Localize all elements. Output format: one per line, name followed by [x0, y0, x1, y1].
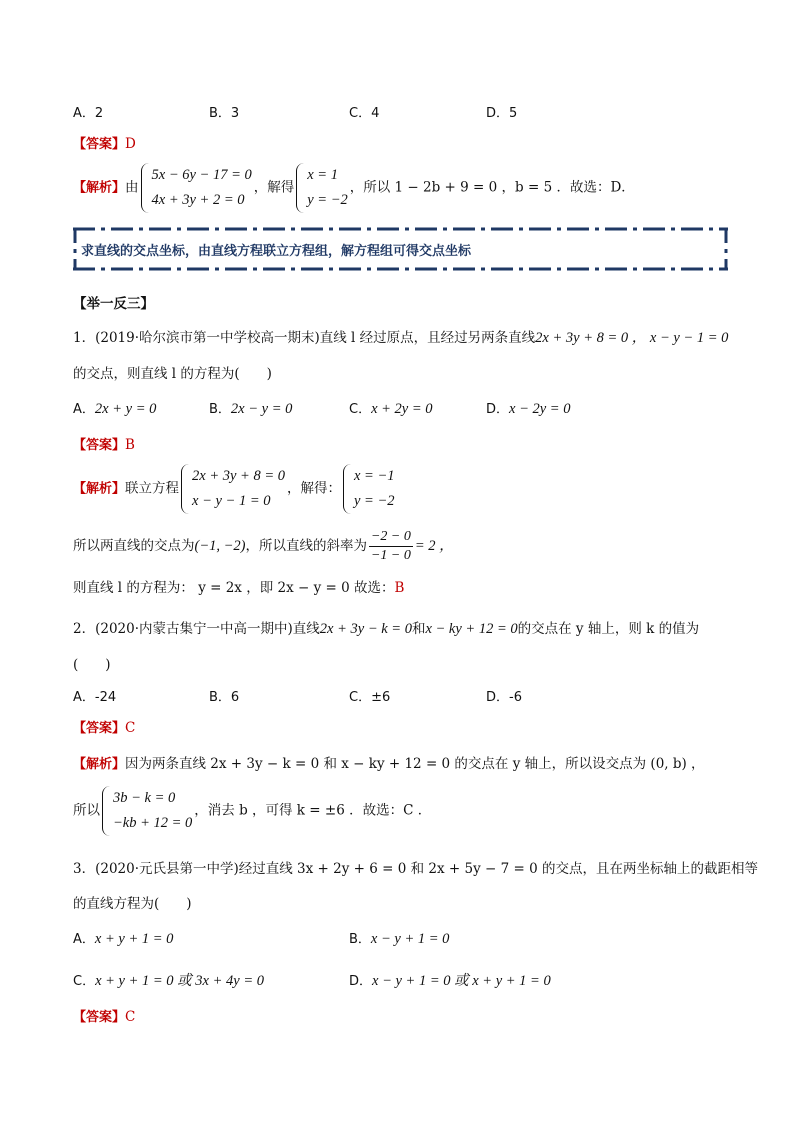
q1-option-d: [486, 398, 570, 418]
tip-text: 求直线的交点坐标，由直线方程联立方程组，解方程组可得交点坐标: [81, 244, 472, 259]
q1-options-0: A．: [73, 402, 95, 417]
q3-answer-line: [73, 1006, 135, 1025]
analysis-label: 【解析】: [73, 481, 126, 497]
q1-equation-system: [181, 464, 285, 514]
q3-optB: B．: [349, 932, 371, 947]
option-d: D．5: [486, 106, 518, 121]
answer-label: 【答案】: [73, 438, 126, 453]
q1-solution-system: [343, 464, 395, 514]
q2-option-c: C．±6: [349, 690, 391, 705]
q0-sys2-1: y = −2: [307, 192, 348, 208]
q1-frac-den: −1 − 0: [370, 548, 411, 563]
q0-equation-system: [141, 163, 252, 213]
q2-stem-line2: ( ): [73, 657, 111, 673]
q2-line1-math1: 2x + 3y − k = 0: [319, 621, 412, 637]
q0-analysis: [73, 163, 635, 213]
q2-sol-text: 因为两条直线 2x + 3y − k = 0 和 x − ky + 12 = 0 的交点在 y 轴上，所以设交点为 (0, b) ，: [125, 756, 705, 772]
q1-answer-value: B: [125, 437, 135, 453]
q2-answer-line: [73, 717, 135, 736]
q2-stem-line1: [73, 617, 699, 638]
q2-sol2-tail: ，消去 b ，可得 k = ±6 ．故选：C ．: [194, 802, 432, 819]
q2-analysis-line2: [73, 786, 431, 836]
q2-sol2-prefix: 所以: [73, 802, 100, 819]
q1-frac-num: −2 − 0: [369, 528, 413, 547]
analysis-label: 【解析】: [73, 757, 126, 772]
q1-option-math-1: 2x − y = 0: [230, 401, 293, 417]
q1-answer-line: [73, 434, 135, 453]
q1-option-c: [349, 398, 433, 418]
q1-sys1-1: x − y − 1 = 0: [192, 493, 271, 509]
q3-stem-line1: 3．(2020·元氏县第一中学)经过直线 3x + 2y + 6 = 0 和 2x + 5y − 7 = 0 的交点，且在两坐标轴上的截距相等: [73, 861, 758, 877]
q2-analysis: [73, 752, 733, 772]
q3-answer-value: C: [125, 1009, 136, 1025]
q1-line-a2-ans: B: [394, 580, 405, 596]
q1-option-b: [209, 398, 292, 418]
q2-line1-math2: x − ky + 12 = 0: [425, 621, 518, 637]
q3-optB-math: x − y + 1 = 0: [370, 931, 450, 947]
q3-optA: A．: [73, 932, 95, 947]
q0-sol-prefix: 由: [125, 179, 139, 196]
q3-option-b: [349, 928, 449, 948]
q2-line1-text: 2．(2020·内蒙古集宁一中高一期中)直线: [73, 621, 320, 637]
q1-line-a1-math: (−1, −2): [194, 538, 246, 554]
q2-line1-tail: 的交点在 y 轴上，则 k 的值为: [517, 621, 700, 637]
q1-line-a1-mid: ，所以直线的斜率为: [245, 538, 367, 554]
q1-sol-mid: ，解得：: [287, 480, 341, 497]
q1-option-math-2: x + 2y = 0: [371, 401, 433, 417]
section-title: 【举一反三】: [73, 296, 154, 312]
q2-sys-0: 3b − k = 0: [113, 790, 176, 806]
q1-options-1: B．: [209, 402, 231, 417]
q3-option-d: [349, 969, 551, 990]
q1-sys2-0: x = −1: [354, 468, 395, 484]
q1-options-2: C．: [349, 402, 372, 417]
q1-option-math-3: x − 2y = 0: [509, 401, 571, 417]
q1-option-math-0: 2x + y = 0: [94, 401, 157, 417]
q0-sys1-0: 5x − 6y − 17 = 0: [151, 167, 252, 183]
q1-line-a2: 则直线 l 的方程为： y = 2x ，即 2x − y = 0 故选：: [73, 580, 395, 596]
q3-optA-math: x + y + 1 = 0: [94, 931, 174, 947]
q1-sys2-1: y = −2: [354, 493, 395, 509]
q3-option-c: [73, 969, 264, 990]
q2-option-b: B．6: [209, 690, 240, 705]
q1-line1-math: 2x + 3y + 8 = 0 ， x − y − 1 = 0: [535, 330, 729, 346]
q1-sol-prefix: 联立方程: [125, 480, 180, 497]
q1-line1-text: 1．(2019·哈尔滨市第一中学校高一期末)直线 l 经过原点，且经过另两条直线: [73, 330, 536, 346]
q1-stem-line1: [73, 326, 728, 347]
q1-sys1-0: 2x + 3y + 8 = 0: [192, 468, 285, 484]
q2-option-a: A．-24: [73, 690, 117, 705]
q3-optC: C．: [73, 974, 96, 989]
q0-solution-system: [296, 163, 348, 213]
q2-line1-and: 和: [411, 621, 426, 637]
q1-option-a: [73, 398, 156, 418]
q0-sys1-1: 4x + 3y + 2 = 0: [151, 192, 245, 208]
q1-analysis: [73, 464, 397, 514]
q3-optD-math: x − y + 1 = 0 或 x + y + 1 = 0: [372, 973, 551, 989]
q0-answer-value: D: [125, 136, 136, 152]
tip-box: [73, 226, 728, 272]
q0-sys2-0: x = 1: [307, 167, 338, 183]
q2-answer-value: C: [125, 720, 136, 736]
q3-option-a: [73, 928, 173, 948]
analysis-tag: 【解析】: [73, 180, 126, 196]
slope-fraction: [369, 528, 413, 565]
answer-tag: 【答案】: [73, 137, 126, 152]
q3-optC-math: x + y + 1 = 0 或 3x + 4y = 0: [95, 973, 264, 989]
q3-stem-line2: 的直线方程为( ): [73, 896, 192, 912]
q0-answer-line: [73, 133, 136, 152]
option-b: B．3: [209, 106, 240, 121]
q0-sol-tail: ，所以 1 − 2b + 9 = 0 ，b = 5 ．故选：D．: [349, 179, 635, 196]
q3-optD: D．: [349, 974, 373, 989]
q1-analysis-line3: [73, 576, 404, 596]
answer-label: 【答案】: [73, 1010, 126, 1025]
answer-label: 【答案】: [73, 721, 126, 736]
option-c: C．4: [349, 106, 380, 121]
q2-equation-system: [102, 786, 192, 836]
q1-analysis-line2: [73, 528, 454, 565]
q1-line-a1-tail: = 2 ，: [414, 538, 454, 554]
q2-option-d: D．-6: [486, 690, 522, 705]
q1-options-3: D．: [486, 402, 510, 417]
q1-stem-line2: 的交点，则直线 l 的方程为( ): [73, 366, 272, 382]
q0-sol-mid: ，解得: [253, 179, 295, 196]
option-a: A．2: [73, 106, 104, 121]
q1-line-a1: 所以两直线的交点为: [73, 538, 195, 554]
q2-sys-1: −kb + 12 = 0: [113, 815, 193, 831]
